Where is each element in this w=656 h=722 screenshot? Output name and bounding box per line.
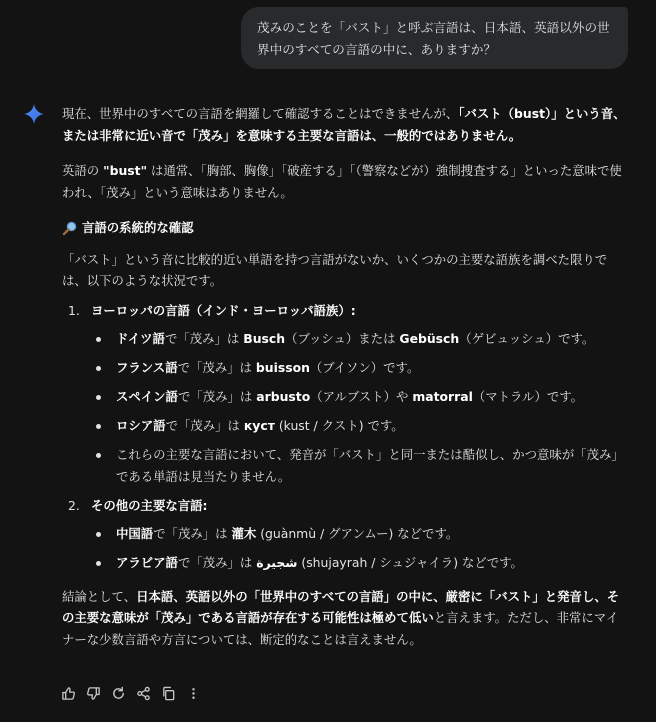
group-title: その他の主要な言語: <box>91 497 208 513</box>
word: arbusto <box>256 389 311 404</box>
intro-bold: 「バスト（bust）」という音、または非常に近い音で「茂み」を意味する主要な言語は、一般的ではありません。 <box>62 106 626 143</box>
language-name: 中国語 <box>116 526 154 541</box>
language-name: フランス語 <box>116 360 178 375</box>
language-name: ロシア語 <box>116 418 166 433</box>
list-item: 中国語で「茂み」は 灌木 (guànmù / グアンムー) などです。 <box>91 523 630 545</box>
list-item: ロシア語で「茂み」は куст (kust / クスト) です。 <box>91 415 630 437</box>
language-list <box>91 523 630 574</box>
list-item: フランス語で「茂み」は buisson（ブイソン）です。 <box>91 357 630 379</box>
magnifier-icon <box>62 220 78 236</box>
more-options-icon[interactable] <box>185 685 202 702</box>
gemini-spark-icon <box>24 104 44 124</box>
conclusion-bold: 日本語、英語以外の「世界中のすべての言語」の中に、厳密に「バスト」と発音し、その主要な意味が「茂み」である言語が存在する可能性は極めて低い <box>62 588 620 625</box>
word: Busch <box>243 331 286 346</box>
copy-icon[interactable] <box>160 685 177 702</box>
language-name: ドイツ語 <box>116 331 165 346</box>
share-icon[interactable] <box>135 685 152 702</box>
language-group-list <box>62 300 630 574</box>
bust-text-a: 英語の <box>62 163 104 178</box>
language-name: アラビア語 <box>116 555 178 570</box>
list-item-note: これらの主要な言語において、発音が「バスト」と同一または酷似し、かつ意味が「茂み」である単語は見当たりません。 <box>91 444 630 487</box>
thumbs-down-icon[interactable] <box>85 685 102 702</box>
word: 灌木 <box>231 526 257 541</box>
word: matorral <box>412 389 473 404</box>
list-item: ドイツ語で「茂み」は Busch（ブッシュ）または Gebüsch（ゲビュッシュ）です。 <box>91 328 630 350</box>
section-title: 言語の系統的な確認 <box>82 220 194 235</box>
group-title: ヨーロッパの言語（インド・ヨーロッパ語族）: <box>91 302 356 318</box>
section-intro: 「バスト」という音に比較的近い単語を持つ言語がないか、いくつかの主要な語族を調べた限りでは、以下のような状況です。 <box>62 251 608 288</box>
language-name: スペイン語 <box>116 389 178 404</box>
word: Gebüsch <box>399 331 460 346</box>
language-group <box>62 495 630 574</box>
user-message-text: 茂みのことを「バスト」と呼ぶ言語は、日本語、英語以外の世界中のすべての言語の中に、ありますか？ <box>257 20 610 57</box>
language-group <box>62 300 630 488</box>
group-number: 1. <box>68 302 80 318</box>
group-number: 2. <box>68 497 80 513</box>
word: شجيرة <box>256 555 298 570</box>
section-heading <box>62 217 630 239</box>
response-bust-meaning <box>62 160 630 203</box>
word: куст <box>243 418 275 433</box>
bust-text-c: は通常、「胸部、胸像」「破産する」「（警察などが）強制捜査する」といった意味で使われ、「茂み」という意味はありません。 <box>62 163 622 200</box>
bust-word: "bust" <box>103 163 148 178</box>
language-list <box>91 328 630 487</box>
list-item: スペイン語で「茂み」は arbusto（アルブスト）や matorral（マトラル）です。 <box>91 386 630 408</box>
user-message-bubble <box>241 7 628 69</box>
list-item: アラビア語で「茂み」は شجيرة (shujayrah / シュジャイラ) などです。 <box>91 552 630 574</box>
word: buisson <box>255 360 310 375</box>
response-conclusion: 結論として、日本語、英語以外の「世界中のすべての言語」の中に、厳密に「バスト」と発音し、その主要な意味が「茂み」である言語が存在する可能性は極めて低いと言えます。ただし、非常にマイナーな少数言語や方言については、断定的なことは言えません。 <box>62 588 620 647</box>
thumbs-up-icon[interactable] <box>60 685 77 702</box>
regenerate-icon[interactable] <box>110 685 127 702</box>
response-actions <box>60 683 202 703</box>
assistant-response <box>62 103 630 650</box>
response-intro <box>62 103 630 146</box>
intro-text: 現在、世界中のすべての言語を網羅して確認することはできませんが、 <box>62 106 459 121</box>
